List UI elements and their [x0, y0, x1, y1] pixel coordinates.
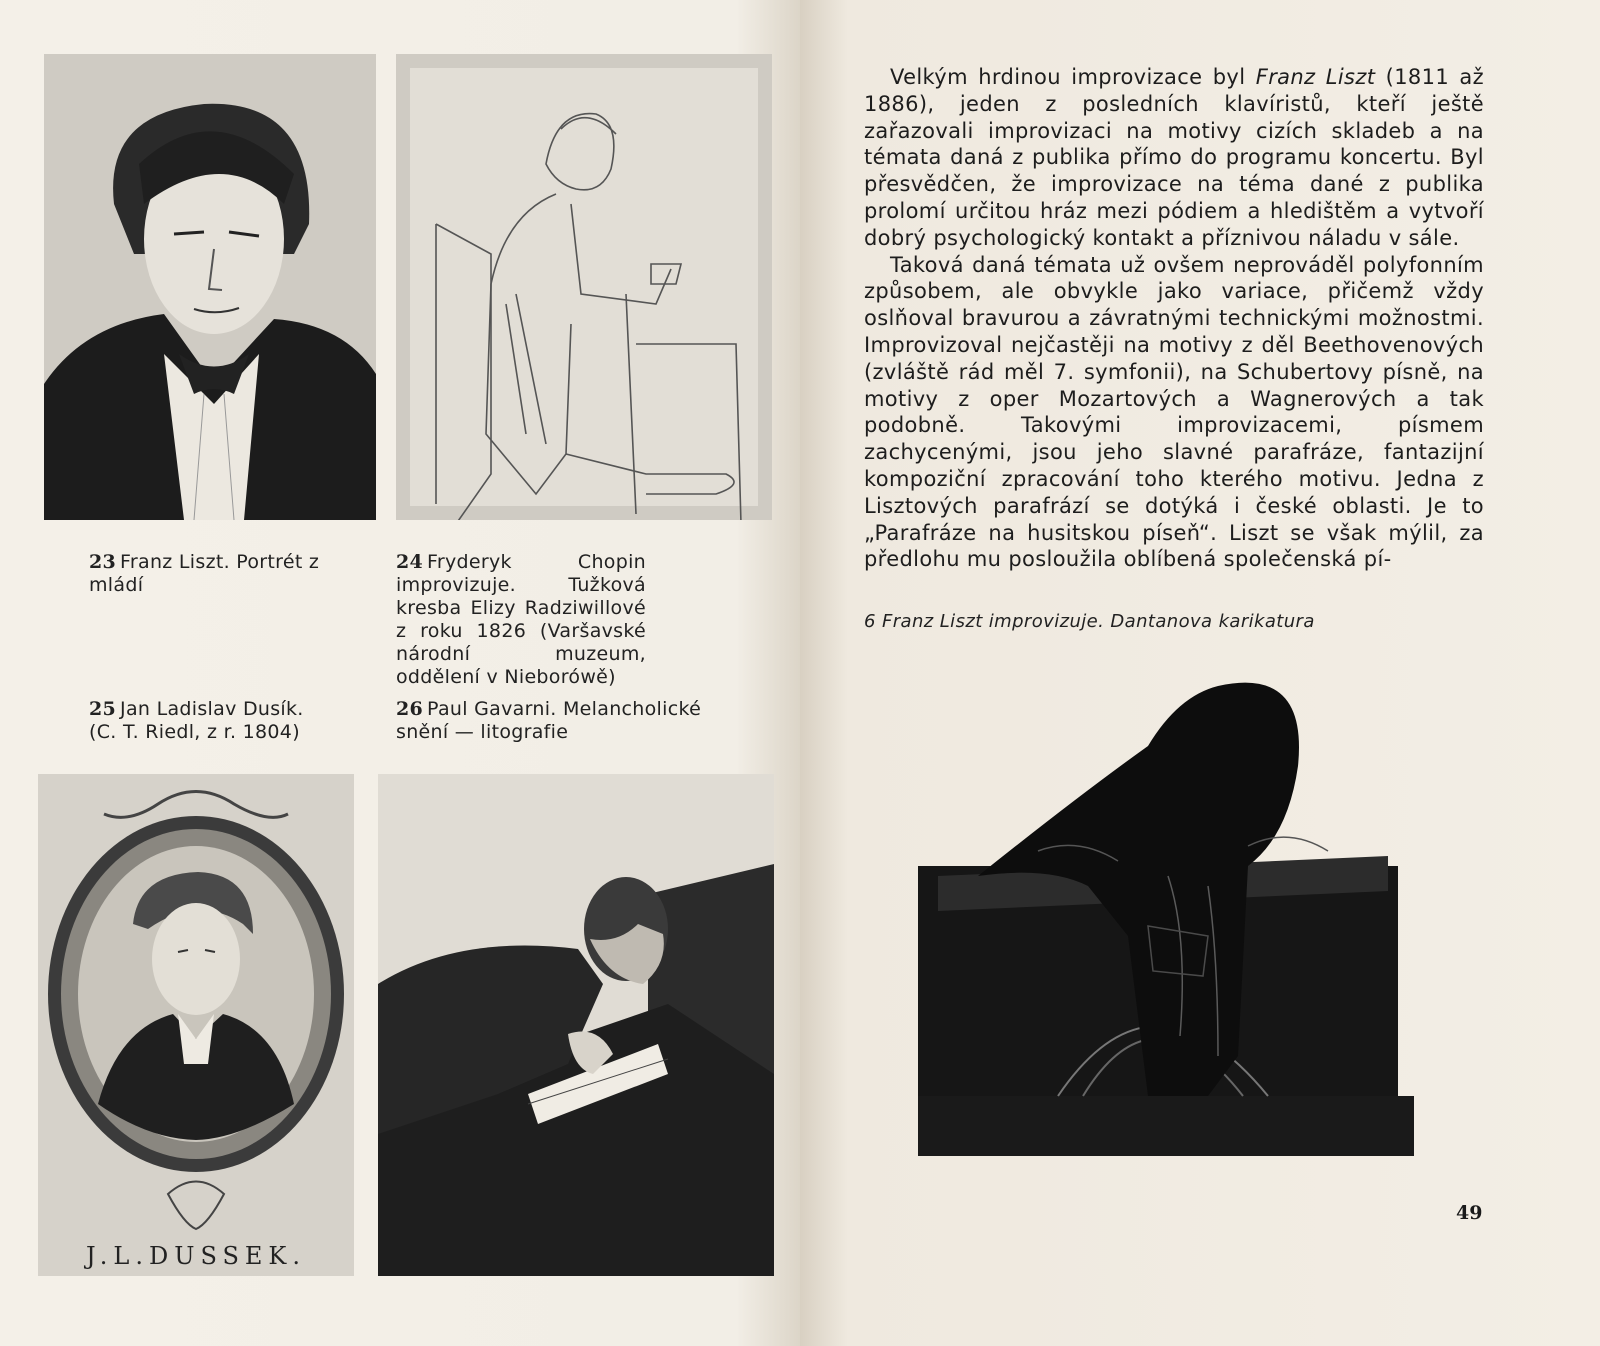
- paragraph-1: [864, 64, 1484, 252]
- caption-24-text: Fryderyk Chopin improvizuje. Tužková kresba Elizy Radziwillové z roku 1826 (Varšavské národní muzeum, oddělení v Nieborówě): [396, 551, 646, 688]
- caption-25-text: Jan Ladislav Dusík. (C. T. Riedl, z r. 1804): [89, 698, 304, 743]
- page-number: 49: [1456, 1202, 1483, 1224]
- paragraph-1-start: Velkým hrdinou improvizace byl: [890, 65, 1256, 89]
- figure-liszt-caricature: [918, 676, 1428, 1156]
- paragraph-1-rest: (1811 až 1886), jeden z posledních klavíristů, kteří ještě zařazovali improvizaci na motivy cizích skladeb a na témata daná z publika přímo do programu koncertu. Byl přesvědčen, že improvizace na téma dané z publika prolomí určitou hráz mezi pódiem a hledištěm a vytvoří dobrý psychologický kontakt a příznivou náladu v sále.: [864, 65, 1484, 250]
- caption-26-number: 26: [396, 698, 424, 720]
- caption-25-number: 25: [89, 698, 117, 720]
- dussek-inscription: J.L.DUSSEK.: [86, 1242, 306, 1270]
- photo-chopin-sketch: [396, 54, 772, 520]
- caption-24-number: 24: [396, 551, 424, 573]
- photo-liszt-portrait: [44, 54, 376, 520]
- caption-23: [89, 551, 349, 597]
- main-text: [864, 64, 1484, 573]
- photo-gavarni-lithograph: [378, 774, 774, 1276]
- paragraph-1-name: Franz Liszt: [1255, 65, 1376, 89]
- caption-24: [396, 551, 646, 689]
- caption-23-number: 23: [89, 551, 117, 573]
- figure-caption: 6 Franz Liszt improvizuje. Dantanova karikatura: [864, 611, 1315, 632]
- caption-23-text: Franz Liszt. Portrét z mládí: [89, 551, 320, 596]
- caption-26: [396, 698, 716, 744]
- caption-26-text: Paul Gavarni. Melancholické snění — litografie: [396, 698, 702, 743]
- paragraph-2: Taková daná témata už ovšem neprováděl polyfonním způsobem, ale obvykle jako variace, přičemž vždy oslňoval bravurou a závratnými technickými možnostmi. Improvizoval nejčastěji na motivy z děl Beethovenových (zvláště rád měl 7. symfonii), na Schubertovy písně, na motivy z oper Mozartových a Wagnerových a tak podobně. Takovými improvizacemi, písmem zachycenými, jsou jeho slavné parafráze, fantazijní kompoziční zpracování toho kterého motivu. Jedna z Lisztových parafrází se dotýká i české oblasti. Je to „Parafráze na husitskou píseň“. Liszt se však mýlil, za předlohu mu posloužila oblíbená společenská pí-: [864, 252, 1484, 572]
- caption-25: [89, 698, 329, 744]
- photo-dussek-portrait: [38, 774, 354, 1276]
